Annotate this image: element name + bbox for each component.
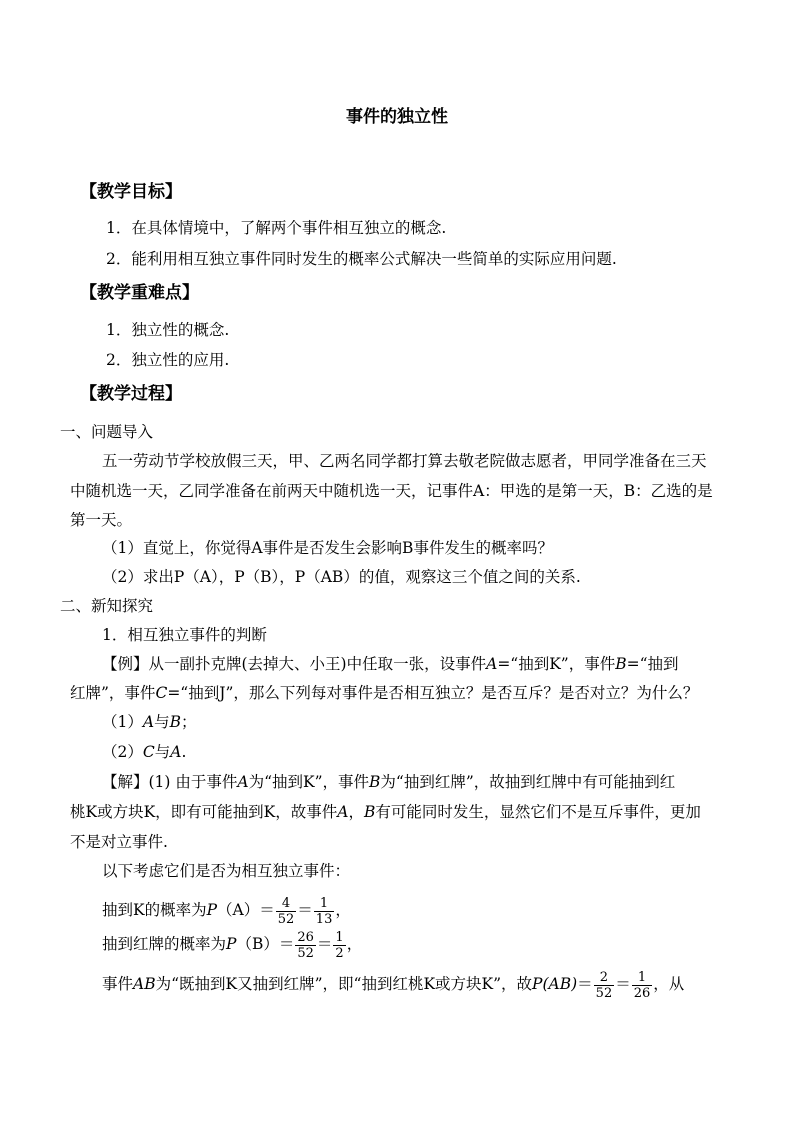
paragraph-line: 第一天。 (70, 511, 133, 529)
fraction: $\frac{1}{2}$ (335, 929, 344, 961)
example-line-1: 【例】从一副扑克牌(去掉大、小王)中任取一张，设事件A=“抽到K”，事件B=“抽到 (102, 655, 679, 673)
part2-heading: 二、新知探究 (60, 597, 154, 615)
probability-b-line: 抽到红牌的概率为P（B）＝ $\frac{26}{52}$ ＝ $\frac{1}{2}$ ， (102, 929, 363, 961)
probability-a-line: 抽到K的概率为P（A）＝ $\frac{4}{52}$ ＝ $\frac{1}{13}$ ， (102, 895, 351, 927)
solution-line-2: 桃K或方块K，即有可能抽到K，故事件A，B有可能同时发生，显然它们不是互斥事件，更加 (70, 803, 701, 821)
solution-line-1: 【解】(1) 由于事件A为“抽到K”，事件B为“抽到红牌”，故抽到红牌中有可能抽到红 (102, 773, 676, 791)
question-2: （2）求出P（A），P（B），P（AB）的值，观察这三个值之间的关系. (102, 568, 581, 586)
example-question-1: （1）A与B； (102, 713, 197, 731)
paragraph-line: 中随机选一天，乙同学准备在前两天中随机选一天，记事件A：甲选的是第一天，B：乙选的是 (70, 482, 713, 500)
section-keypoints-heading: 【教学重难点】 (80, 283, 199, 303)
section-process-heading: 【教学过程】 (80, 384, 182, 404)
page-title: 事件的独立性 (346, 107, 448, 127)
example-question-2: （2）C与A. (102, 743, 187, 761)
fraction: $\frac{4}{52}$ (277, 895, 295, 927)
solution-line-4: 以下考虑它们是否为相互独立事件： (102, 862, 351, 880)
part2-subheading: 1．相互独立事件的判断 (102, 626, 267, 644)
fraction: $\frac{1}{26}$ (633, 969, 651, 1001)
fraction: $\frac{2}{52}$ (595, 969, 613, 1001)
solution-line-3: 不是对立事件. (70, 833, 168, 851)
keypoint-item: 2．独立性的应用. (106, 351, 230, 369)
probability-ab-line: 事件AB为“既抽到K又抽到红牌”，即“抽到红桃K或方块K”，故P(AB)＝ $\frac{2}{52}$ ＝ $\frac{1}{26}$ ，从 (102, 969, 685, 1001)
question-1: （1）直觉上，你觉得A事件是否发生会影响B事件发生的概率吗？ (102, 539, 553, 557)
section-goals-heading: 【教学目标】 (80, 182, 182, 202)
goal-item: 2．能利用相互独立事件同时发生的概率公式解决一些简单的实际应用问题. (106, 250, 617, 268)
keypoint-item: 1．独立性的概念. (106, 321, 230, 339)
part1-heading: 一、问题导入 (60, 423, 154, 441)
example-line-2: 红牌”，事件C=“抽到J”，那么下列每对事件是否相互独立？是否互斥？是否对立？为什么？ (70, 684, 699, 702)
fraction: $\frac{26}{52}$ (297, 929, 314, 961)
goal-item: 1．在具体情境中，了解两个事件相互独立的概念. (106, 219, 447, 237)
paragraph-line: 五一劳动节学校放假三天，甲、乙两名同学都打算去敬老院做志愿者，甲同学准备在三天 (102, 452, 707, 470)
fraction: $\frac{1}{13}$ (315, 895, 333, 927)
